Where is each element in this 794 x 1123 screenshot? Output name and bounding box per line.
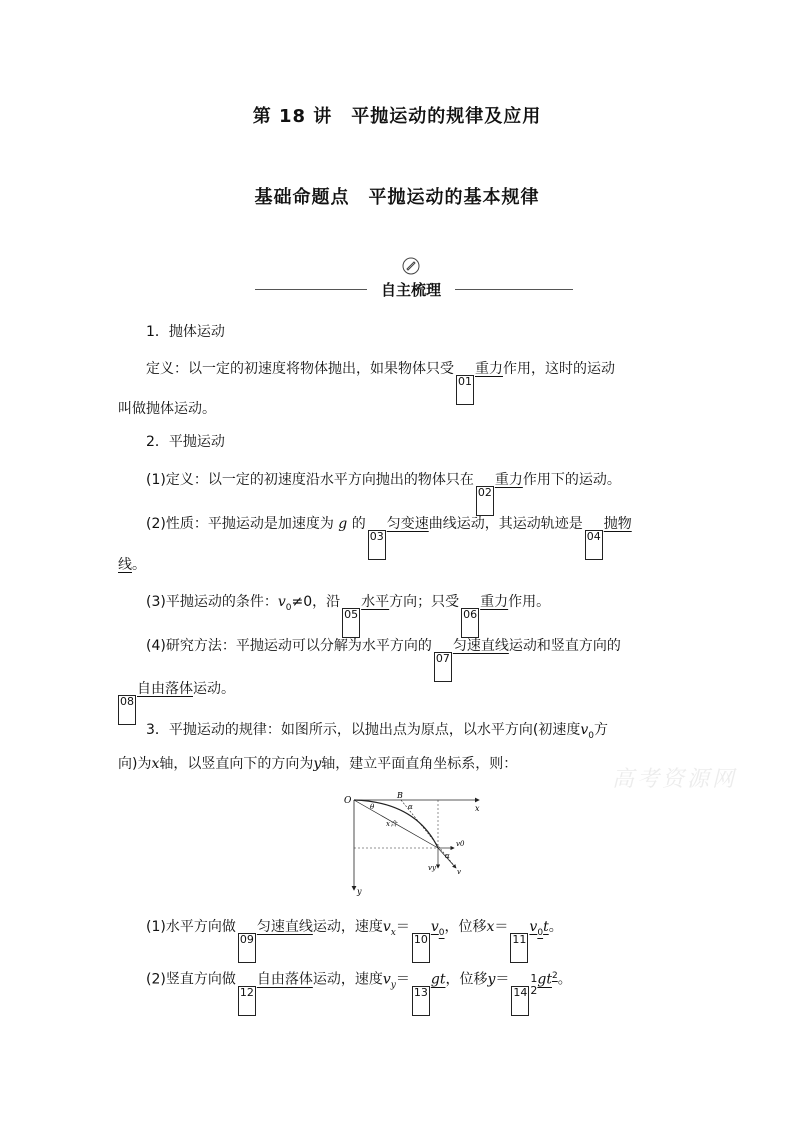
blank-number-box: 07	[434, 652, 452, 682]
text: 运动，速度	[312, 971, 383, 988]
blank-number-box: 13	[412, 986, 430, 1016]
answer-text: 重力	[475, 361, 503, 377]
text: ＝	[395, 971, 410, 988]
blank-number-box: 01	[456, 375, 474, 405]
math-sub: 0	[438, 927, 445, 938]
origin-label: O	[344, 796, 352, 806]
text: (3)平抛运动的条件：	[146, 594, 278, 610]
text: (1)定义：以一定的初速度沿水平方向抛出的物体只在	[146, 472, 474, 488]
blank-number-box: 02	[476, 486, 494, 516]
answer-text: v	[529, 919, 538, 935]
answer-text: gt	[430, 971, 446, 988]
text: (4)研究方法：平抛运动可以分解为水平方向的	[146, 638, 432, 654]
section-title: 自主梳理	[380, 281, 441, 299]
text: ＝	[495, 971, 510, 988]
answer-text: 自由落体	[137, 681, 193, 697]
s2-p2	[118, 514, 721, 560]
text: 方向；只受	[389, 594, 460, 610]
math-sub: 0	[285, 602, 292, 613]
math-var: x	[486, 919, 495, 935]
text: 方	[594, 722, 609, 738]
s3-vertical	[118, 966, 721, 1016]
vy-label: vy	[428, 864, 436, 872]
s1-heading-text: 1．抛体运动	[146, 324, 225, 340]
theta-label: θ	[370, 803, 375, 811]
text: 运动，速度	[312, 919, 383, 935]
s2-p3	[118, 592, 721, 638]
text: (1)水平方向做	[146, 919, 236, 935]
alpha2-label: α	[445, 852, 450, 860]
s2-p1	[118, 470, 721, 516]
text: ，位移	[444, 919, 487, 935]
answer-text: 重力	[494, 472, 523, 488]
section-divider-left	[255, 289, 367, 290]
watermark-text: 高考资源网	[612, 767, 738, 792]
text: 作用。	[508, 594, 551, 610]
math-var: y	[313, 756, 322, 772]
s2-heading-text: 2．平抛运动	[146, 434, 225, 450]
math-sub: x	[390, 927, 396, 938]
blank-number-box: 03	[368, 530, 386, 560]
v0-label: v0	[456, 840, 465, 848]
text: 运动和竖直方向的	[508, 638, 621, 654]
answer-text: t	[543, 919, 549, 935]
text: 向)为	[118, 756, 152, 772]
answer-text: 匀速直线	[256, 919, 313, 935]
v-label: v	[457, 868, 461, 876]
text: 。	[548, 919, 563, 935]
s1-heading	[118, 322, 721, 342]
math-var: y	[487, 971, 496, 988]
blank-number-box: 14	[511, 986, 529, 1016]
math-sub: 0	[537, 927, 544, 938]
text: 定义：以一定的初速度将物体抛出，如果物体只受	[146, 361, 454, 377]
text: ≠0，沿	[291, 594, 341, 610]
text: ，位移	[445, 971, 488, 988]
s3-line2	[118, 754, 693, 774]
answer-text: 重力	[480, 594, 509, 610]
blank-number-box: 10	[412, 933, 430, 963]
blank-number-box: 11	[510, 933, 528, 963]
answer-text: 自由落体	[256, 971, 313, 988]
text: (2)竖直方向做	[146, 971, 236, 988]
math-var: x	[151, 756, 160, 772]
text: 作用下的运动。	[522, 472, 621, 488]
s1-definition-line2	[118, 399, 693, 419]
answer-text: v	[430, 919, 439, 935]
math-var: v	[382, 971, 391, 988]
blank-number-box: 05	[342, 608, 360, 638]
math-sub: y	[390, 980, 396, 991]
x-he-label: x合	[386, 820, 397, 828]
math-var: g	[338, 516, 348, 532]
s2-heading	[118, 432, 721, 452]
text: ＝	[395, 919, 410, 935]
blank-number-box: 09	[238, 933, 256, 963]
blank-number-box: 08	[118, 695, 136, 725]
fraction-denominator: 2	[530, 983, 538, 997]
answer-text: 匀变速	[386, 516, 429, 532]
lecture-title: 第 18 讲 平抛运动的规律及应用	[252, 106, 542, 127]
text: 曲线运动，其运动轨迹是	[428, 516, 583, 532]
text: 。	[557, 971, 572, 988]
text: 运动。	[193, 681, 235, 697]
answer-text: 水平	[361, 594, 390, 610]
topic-subtitle: 基础命题点 平抛运动的基本规律	[254, 187, 540, 208]
blank-number-box: 12	[238, 986, 256, 1016]
alpha-label: α	[408, 803, 413, 811]
text: 作用，这时的运动	[503, 361, 615, 377]
s2-p4-cont	[118, 679, 693, 725]
text: 轴，建立平面直角坐标系，则：	[321, 756, 518, 772]
text: 的	[351, 516, 366, 532]
answer-text: 抛物	[603, 516, 632, 532]
answer-text: gt	[537, 971, 552, 988]
blank-number-box: 04	[585, 530, 603, 560]
text: 3．平抛运动的规律：如图所示，以抛出点为原点，以水平方向(初速度	[146, 722, 581, 738]
s3-horizontal	[118, 917, 721, 963]
math-sup: 2	[551, 971, 558, 981]
point-b-label: B	[397, 791, 403, 800]
s2-p4	[118, 636, 721, 682]
s3-line1	[118, 720, 721, 746]
blank-number-box: 06	[461, 608, 479, 638]
projectile-diagram	[336, 790, 486, 900]
text: ＝	[494, 919, 509, 935]
text: (2)性质：平抛运动是加速度为	[146, 516, 334, 532]
math-var: v	[277, 594, 286, 610]
pen-badge-icon	[402, 257, 420, 275]
s2-p2-cont	[118, 555, 693, 575]
text: 轴，以竖直向下的方向为	[159, 756, 314, 772]
math-var: v	[580, 722, 589, 738]
answer-text: 线	[118, 557, 132, 573]
math-var: v	[382, 919, 391, 935]
y-axis-label: y	[357, 887, 362, 896]
text: 。	[132, 557, 146, 573]
section-divider-right	[455, 289, 573, 290]
x-axis-label: x	[475, 804, 480, 813]
text: 叫做抛体运动。	[118, 401, 216, 417]
fraction-numerator: 1	[530, 971, 538, 985]
math-sub: 0	[588, 730, 595, 741]
answer-text: 匀速直线	[452, 638, 509, 654]
